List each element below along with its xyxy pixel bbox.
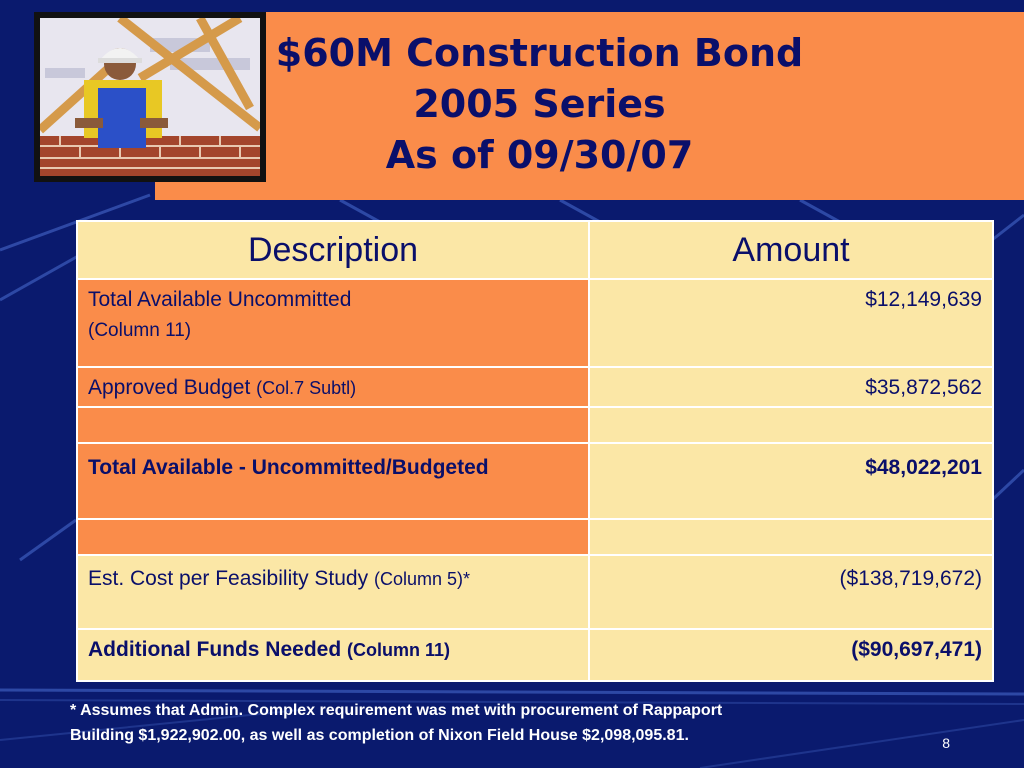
description-cell xyxy=(77,407,589,443)
footnote-line-2: Building $1,922,902.00, as well as completion of Nixon Field House $2,098,095.81. xyxy=(70,727,689,744)
table-row xyxy=(77,279,993,367)
amount-cell: ($90,697,471) xyxy=(589,629,993,681)
amount-cell: ($138,719,672) xyxy=(589,555,993,629)
amount-cell: $12,149,639 xyxy=(589,279,993,367)
header-amount: Amount xyxy=(589,221,993,279)
row-sublabel: (Col.7 Subtl) xyxy=(256,378,357,398)
row-label: Est. Cost per Feasibility Study xyxy=(88,567,369,590)
bond-table xyxy=(76,220,994,682)
title-line-2: 2005 Series xyxy=(413,82,666,126)
amount-cell: $35,872,562 xyxy=(589,367,993,407)
row-sublabel: (Column 11) xyxy=(88,320,192,341)
description-cell xyxy=(77,629,589,681)
footnote-line-1: * Assumes that Admin. Complex requirement was met with procurement of Rappaport xyxy=(70,702,723,719)
table-row-blank xyxy=(77,519,993,555)
footnote xyxy=(70,698,930,748)
title-line-1: $60M Construction Bond xyxy=(275,31,804,75)
table-row-blank xyxy=(77,407,993,443)
header-description: Description xyxy=(77,221,589,279)
row-sublabel: (Column 5)* xyxy=(373,569,470,589)
description-cell xyxy=(77,519,589,555)
description-cell: Total Available - Uncommitted/Budgeted xyxy=(77,443,589,519)
description-cell xyxy=(77,279,589,367)
row-label: Total Available Uncommitted xyxy=(88,288,352,311)
slide-title xyxy=(155,28,1024,181)
row-label: Additional Funds Needed xyxy=(88,638,342,661)
row-sublabel: (Column 11) xyxy=(347,640,451,660)
description-cell xyxy=(77,555,589,629)
amount-cell: $48,022,201 xyxy=(589,443,993,519)
title-line-3: As of 09/30/07 xyxy=(385,133,694,177)
page-number: 8 xyxy=(942,735,950,751)
amount-cell xyxy=(589,519,993,555)
table-header-row xyxy=(77,221,993,279)
amount-cell xyxy=(589,407,993,443)
row-label: Approved Budget xyxy=(88,376,251,399)
table-row xyxy=(77,367,993,407)
description-cell xyxy=(77,367,589,407)
table-row xyxy=(77,443,993,519)
table-row xyxy=(77,629,993,681)
table-row xyxy=(77,555,993,629)
